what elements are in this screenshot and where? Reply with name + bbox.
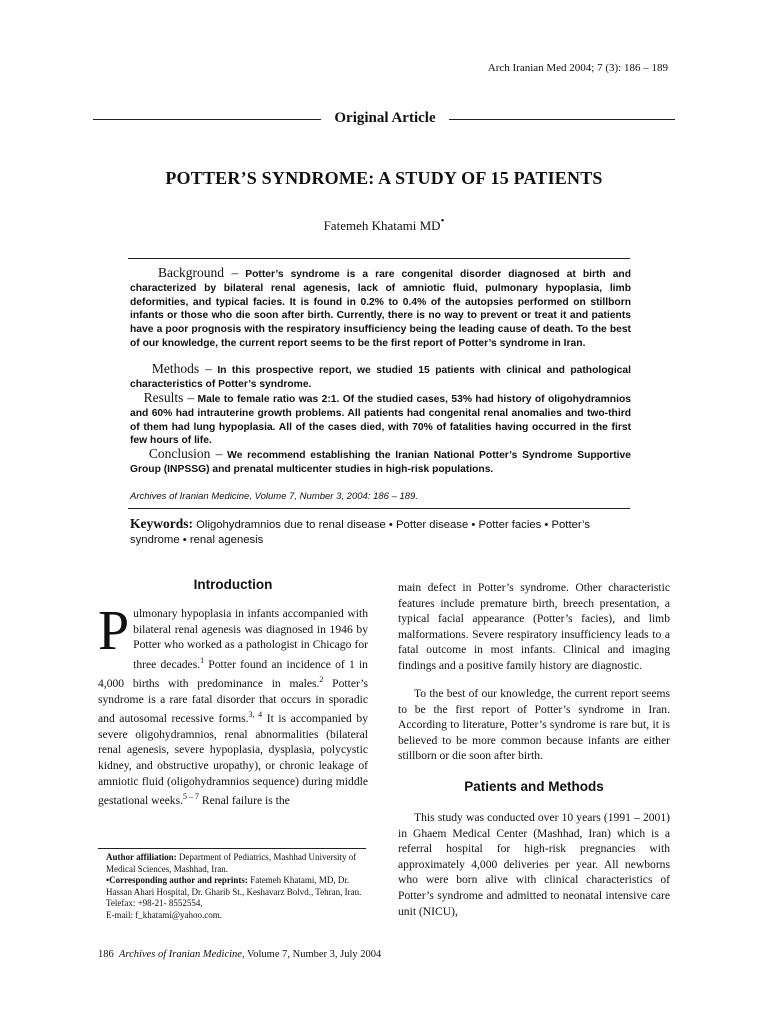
keywords-text: Oligohydramnios due to renal disease • Potter disease • Potter facies • Potter’s syndrome • renal agenesis [130, 519, 591, 546]
intro-text-a: ulmonary hypoplasia in infants accompanied with bilateral renal agenesis was diagnosed in 1946 by Potter who worked as a pathologist in Chicago for three decades. [133, 607, 368, 671]
affiliation-text: Department of Pediatrics, Mashhad University of Medical Sciences, Mashhad, Iran. [106, 852, 357, 874]
author-name: Fatemeh Khatami MD [323, 218, 441, 233]
abstract-background-text: Potter’s syndrome is a rare congenital disorder diagnosed at birth and characterized by bilateral renal agenesis, lack of amniotic fluid, pulmonary hypoplasia, limb deformities, and typical facies. It is found in 0.2% to 0.4% of the autopsies performed on stillborn infants or those who die soon after birth. Currently, there is no way to prevent or treat it and patients have a poor prognosis with the respiratory insufficiency being the leading cause of death. To the best of our knowledge, the current report seems to be the first report of Potter’s syndrome in Iran. [130, 269, 632, 349]
methods-heading: Patients and Methods [464, 779, 604, 794]
page-footer [98, 949, 381, 960]
affiliation-rule [98, 848, 366, 849]
keywords [130, 516, 630, 548]
email: E-mail: f_khatami@yahoo.com. [106, 909, 223, 920]
journal-reference: Archives of Iranian Medicine, Volume 7, Number 3, 2004: 186 – 189. [130, 491, 418, 502]
introduction-continued: main defect in Potter’s syndrome. Other characteristic features include premature birth, breech presentation, a typical facial appearance (Potter’s facies), and limb malformations. Severe respiratory insufficiency leads to a fatal outcome in most infants. Clinical and imaging findings and a positive family history are diagnostic. [398, 581, 670, 672]
intro-text-c: Potter’s syndrome is a rare fatal disorder that occurs in sporadic and autosomal recessive forms. [98, 677, 368, 726]
abstract-methods-text: In this prospective report, we studied 15 patients with clinical and pathological characteristics of Potter’s syndrome. [130, 365, 631, 390]
author-affiliation [106, 852, 366, 921]
ref-1: 1 [200, 655, 205, 665]
citation: Arch Iranian Med 2004; 7 (3): 186 – 189 [487, 62, 668, 74]
ref-2: 2 [319, 675, 324, 685]
keywords-rule [128, 508, 630, 509]
abstract-conclusion [130, 447, 631, 477]
divider-right [449, 119, 675, 120]
correspondence-label: •Corresponding author and reprints: [106, 875, 248, 885]
abstract-background [130, 266, 631, 351]
article-type-row [93, 110, 675, 130]
author-marker: • [440, 215, 445, 227]
abstract-methods [130, 362, 631, 392]
keywords-label: Keywords: [130, 516, 193, 531]
introduction-paragraph-2: To the best of our knowledge, the current report seems to be the first report of Potter’s syndrome in Iran. According to literature, Potter’s syndrome is rare but, it is believed to be more common because infants are either stillborn or die soon after birth. [398, 687, 670, 763]
abstract-conclusion-label: Conclusion – [148, 446, 223, 461]
methods-paragraph: This study was conducted over 10 years (1991 – 2001) in Ghaem Medical Center (Mashhad, Iran) which is a referral hospital for high-risk pregnancies with approximately 4,000 deliveries per year. All newborns who were born alive with clinical characteristics of Potter’s syndrome and admitted to neonatal intensive care unit (NICU), [398, 811, 670, 918]
footer-journal: Archives of Iranian Medicine [119, 949, 242, 960]
intro-text-e: Renal failure is the [199, 793, 290, 807]
abstract-conclusion-text: We recommend establishing the Iranian National Potter’s Syndrome Supportive Group (INPSSG) and prenatal multicenter studies in high-risk populations. [130, 450, 631, 475]
correspondence-text: Fatemeh Khatami, MD, Dr. Hassan Ahari Hospital, Dr. Gharib St., Keshavarz Bolvd., Tehran, Iran. Telefax: +98-21- 8552554, [106, 875, 362, 908]
footer-issue: , Volume 7, Number 3, July 2004 [241, 949, 382, 960]
abstract-results-text: Male to female ratio was 2:1. Of the studied cases, 53% had history of oligohydramnios and 60% had intrauterine growth problems. All patients had congenital renal anomalies and two-third of them had lung hypoplasia. All of the cases died, with 70% of fatalities having occurred in the first few hours of life. [130, 394, 631, 447]
abstract-results [130, 391, 631, 448]
divider-left [93, 119, 321, 120]
page-number: 186 [98, 949, 114, 960]
affiliation-label: Author affiliation: [106, 852, 177, 862]
drop-cap: P [98, 600, 130, 662]
ref-4: 5 – 7 [183, 792, 199, 802]
abstract-results-label: Results – [143, 390, 195, 405]
introduction-heading: Introduction [193, 577, 273, 592]
abstract-background-label: Background – [157, 265, 239, 280]
author-line [0, 215, 768, 234]
ref-3: 3, 4 [248, 710, 263, 720]
abstract-top-rule [128, 258, 630, 259]
article-type: Original Article [334, 110, 436, 126]
introduction-paragraph [98, 600, 368, 809]
abstract-methods-label: Methods – [151, 361, 212, 376]
intro-text-b: Potter found an incidence of 1 in 4,000 births with predominance in males. [98, 657, 368, 691]
intro-text-d: It is accompanied by severe oligohydramnios, renal abnormalities (bilateral renal agenesis, severe hypoplasia, dysplasia, polycystic kidney, and obstructive uropathy), or chronic leakage of amniotic fluid (oligohydramnios sequence) during middle gestational weeks. [98, 712, 368, 807]
paper-title: POTTER’S SYNDROME: A STUDY OF 15 PATIENTS [165, 168, 603, 188]
